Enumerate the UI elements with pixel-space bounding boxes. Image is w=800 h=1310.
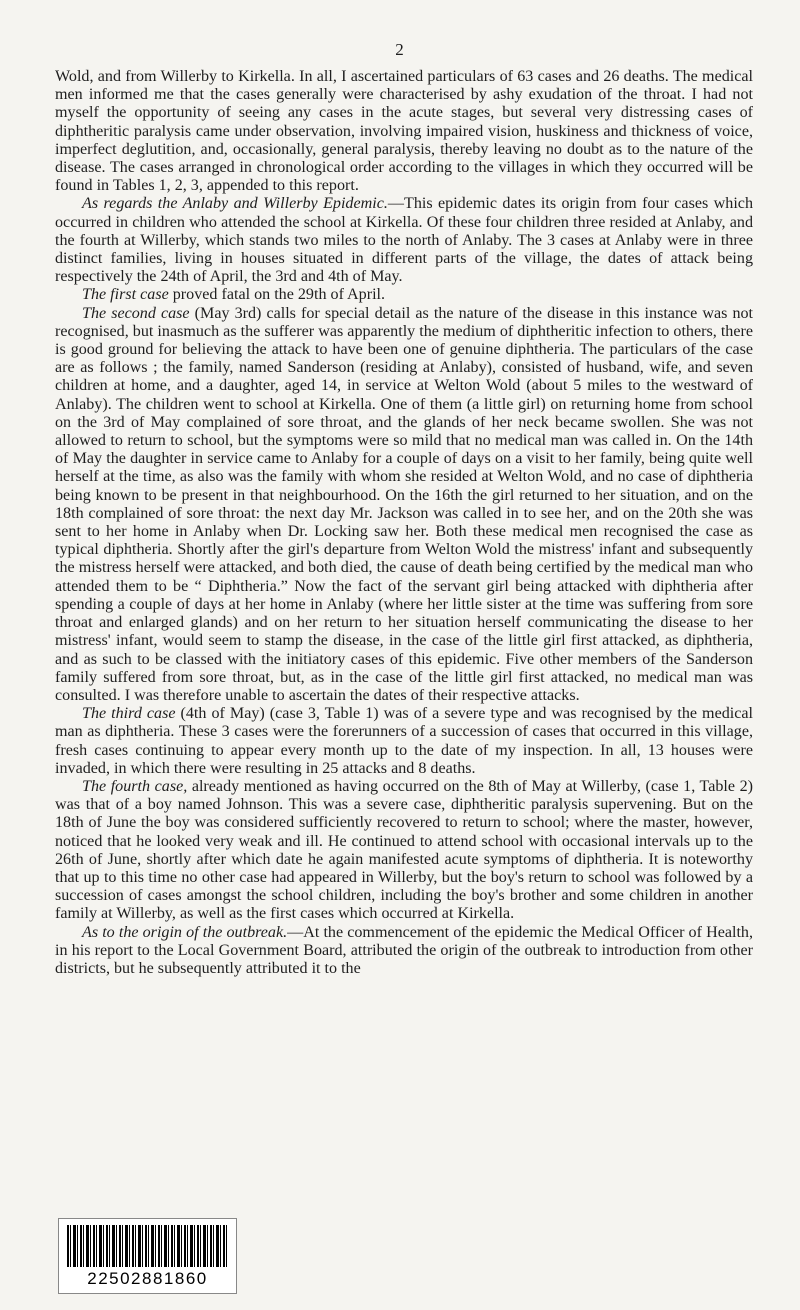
paragraph-origin-of-outbreak — [55, 924, 753, 979]
paragraph-text: —At the commencement of the epidemic the Medical Officer of Health, in his report to the Local Government Board, attributed the origin of the outbreak to introduction from other districts, but he subsequently attributed it to the — [55, 923, 754, 977]
paragraph-lead: The fourth case, — [82, 777, 188, 795]
paragraph-text: (May 3rd) calls for special detail as the nature of the disease in this instance was not recognised, but inasmuch as the sufferer was apparently the medium of diphtheritic infection to others, there is good ground for believing the attack to have been one of genuine diphtheria. The particulars of the case are as follows ; the family, named Sanderson (residing at Anlaby), consisted of husband, wife, and seven children at home, and a daughter, aged 14, in service at Welton Wold (about 5 miles to the westward of Anlaby). The children went to school at Kirkella. One of them (a little girl) on returning home from school on the 3rd of May complained of sore throat, and the glands of her neck became swollen. She was not allowed to return to school, but the symptoms were so mild that no medical man was called in. On the 14th of May the daughter in service came to Anlaby for a couple of days on a visit to her family, being quite well herself at the time, as also was the family with whom she resided at Welton Wold, and no case of diphtheria being known to be present in that neighbourhood. On the 16th the girl returned to her situation, and on the 18th complained of sore throat: the next day Mr. Jackson was called in to see her, and on the 20th she was sent to her home in Anlaby when Dr. Locking saw her. Both these medical men recognised the case as typical diphtheria. Shortly after the girl's departure from Welton Wold the mistress' infant and subsequently the mistress herself were attacked, and both died, the cause of death being certified by the medical man who attended them to be “ Diphtheria.” Now the fact of the servant girl being attacked with diphtheria after spending a couple of days at her home in Anlaby (where her little sister at the time was suffering from sore throat and enlarged glands) and on her return to her situation herself communicating the disease to her mistress' infant, would seem to stamp the disease, in the case of the little girl first attacked, as diphtheria, and as such to be classed with the initiatory cases of this epidemic. Five other members of the Sanderson family suffered from sore throat, but, as in the case of the little girl first attacked, no medical man was consulted. I was therefore unable to ascertain the dates of their respective attacks. — [55, 304, 754, 704]
body-text — [55, 68, 753, 978]
paragraph-second-case — [55, 305, 753, 705]
barcode-icon — [67, 1225, 227, 1267]
paragraph-fourth-case — [55, 778, 753, 924]
barcode-label — [58, 1218, 237, 1294]
paragraph-text: proved fatal on the 29th of April. — [168, 286, 386, 304]
paragraph-first-case — [55, 286, 753, 304]
paragraph-text: (4th of May) (case 3, Table 1) was of a severe type and was recognised by the medical man as diphtheria. These 3 cases were the forerunners of a succession of cases that occurred in this village, fresh cases continuing to appear every month up to the date of my inspection. In all, 13 houses were invaded, in which there were resulting in 25 attacks and 8 deaths. — [55, 705, 753, 777]
paragraph-lead: As regards the Anlaby and Willerby Epidemic. — [82, 195, 388, 213]
paragraph-third-case — [55, 705, 753, 778]
paragraph-lead: As to the origin of the outbreak. — [82, 923, 288, 941]
paragraph-text: Wold, and from Willerby to Kirkella. In all, I ascertained particulars of 63 cases and 26 deaths. The medical men informed me that the cases generally were characterised by ashy exudation of the throat. I had not myself the opportunity of seeing any cases in the acute stages, but several very distressing cases of diphtheritic paralysis came under observation, involving impaired vision, huskiness and thickness of voice, imperfect deglutition, and, occasionally, general paralysis, thereby leaving no doubt as to the nature of the disease. The cases arranged in chronological order according to the villages in which they occurred will be found in Tables 1, 2, 3, appended to this report. — [55, 68, 753, 195]
paragraph-lead: The third case — [82, 705, 176, 723]
paragraph-lead: The first case — [82, 286, 169, 304]
page-number: 2 — [395, 40, 405, 59]
paragraph-text: already mentioned as having occurred on the 8th of May at Willerby, (case 1, Table 2) was that of a boy named Johnson. This was a severe case, diphtheritic paralysis supervening. But on the 18th of June the boy was considered sufficiently recovered to return to school; where the master, however, noticed that he looked very weak and ill. He continued to attend school with occasional intervals up to the 26th of June, shortly after which date he again manifested acute symptoms of diphtheria. It is noteworthy that up to this time no other case had appeared in Willerby, but the boy's return to school was followed by a succession of cases amongst the school children, including the boy's brother and some children in another family at Willerby, as well as the first cases which occurred at Kirkella. — [55, 777, 753, 923]
paragraph-anlaby-willerby-epidemic — [55, 195, 753, 286]
paragraph-text: —This epidemic dates its origin from four cases which occurred in children who attended the school at Kirkella. Of these four children three resided at Anlaby, and the fourth at Willerby, which stands two miles to the north of Anlaby. The 3 cases at Anlaby were in three distinct families, living in houses situated in different parts of the village, the dates of attack being respectively the 24th of April, the 3rd and 4th of May. — [55, 195, 753, 286]
paragraph-intro — [55, 68, 753, 195]
paragraph-lead: The second case — [82, 304, 190, 322]
barcode-number: 22502881860 — [87, 1269, 208, 1288]
